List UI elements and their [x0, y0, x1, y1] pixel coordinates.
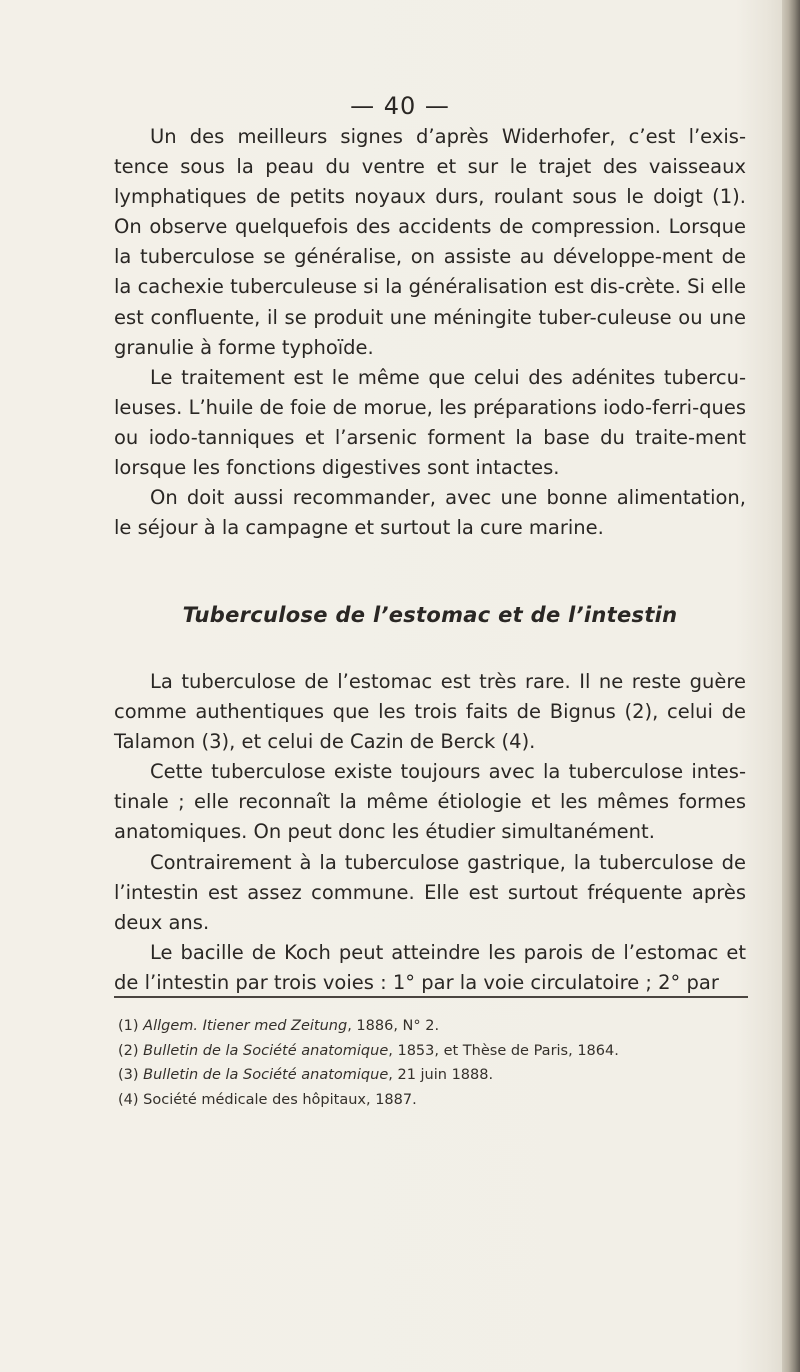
- footnote-rest: , 21 juin 1888.: [388, 1067, 494, 1083]
- paragraph: La tuberculose de l’estomac est très rare. Il ne reste guère comme authentiques que les trois faits de Bignus (2), celui de Talamon (3), et celui de Cazin de Berck (4).: [114, 670, 746, 754]
- footnote: [118, 1014, 748, 1039]
- book-spine-shadow: [782, 0, 800, 1372]
- footnote-rest: , 1886, N° 2.: [347, 1018, 440, 1034]
- footnote-marker: (1): [118, 1018, 139, 1034]
- paragraph: Cette tuberculose existe toujours avec la tuberculose intes-tinale ; elle reconnaît la même étiologie et les mêmes formes anatomiques. On peut donc les étudier simultanément.: [114, 760, 746, 844]
- footnote: [118, 1063, 748, 1088]
- paragraph: Un des meilleurs signes d’après Widerhofer, c’est l’exis-tence sous la peau du ventre et sur le trajet des vaisseaux lymphatiques de petits noyaux durs, roulant sous le doigt (1). On observe quelquefois des accidents de compression. Lorsque la tuberculose se généralise, on assiste au développe-ment de la cachexie tuberculeuse si la généralisation est dis-crète. Si elle est confluente, il se produit une méningite tuber-culeuse ou une granulie à forme typhoïde.: [114, 125, 746, 359]
- footnote-title: Bulletin de la Société anatomique: [143, 1067, 389, 1083]
- paragraph: On doit aussi recommander, avec une bonne alimentation, le séjour à la campagne et surtout la cure marine.: [114, 486, 746, 540]
- footnote-title: Allgem. Itiener med Zeitung: [143, 1018, 348, 1034]
- footnote-marker: (3): [118, 1067, 139, 1083]
- footnote-marker: (4): [118, 1091, 139, 1108]
- footnote: [118, 1039, 748, 1064]
- footnotes: [118, 1014, 748, 1112]
- footnote-rest: , 1853, et Thèse de Paris, 1864.: [388, 1042, 619, 1059]
- paragraph: Le bacille de Koch peut atteindre les parois de l’estomac et de l’intestin par trois voies : 1° par la voie circulatoire ; 2° par: [114, 940, 746, 994]
- text-block-adenites: [114, 122, 746, 543]
- footnote: [118, 1088, 748, 1113]
- page-number: — 40 —: [350, 92, 450, 120]
- footnote-marker: (2): [118, 1042, 139, 1059]
- footnote-title: Bulletin de la Société anatomique: [143, 1042, 389, 1059]
- footnote-divider: [114, 996, 748, 998]
- section-heading: Tuberculose de l’estomac et de l’intestin: [182, 603, 678, 627]
- paragraph: Le traitement est le même que celui des adénites tubercu-leuses. L’huile de foie de morue, les préparations iodo-ferri-ques ou iodo-tanniques et l’arsenic forment la base du traite-ment lorsque les fonctions digestives sont intactes.: [114, 365, 746, 480]
- paragraph: Contrairement à la tuberculose gastrique, la tuberculose de l’intestin est assez commune. Elle est surtout fréquente après deux ans.: [114, 850, 746, 934]
- footnote-rest: Société médicale des hôpitaux, 1887.: [143, 1091, 417, 1108]
- text-block-tuberculose-intestin: [114, 667, 746, 998]
